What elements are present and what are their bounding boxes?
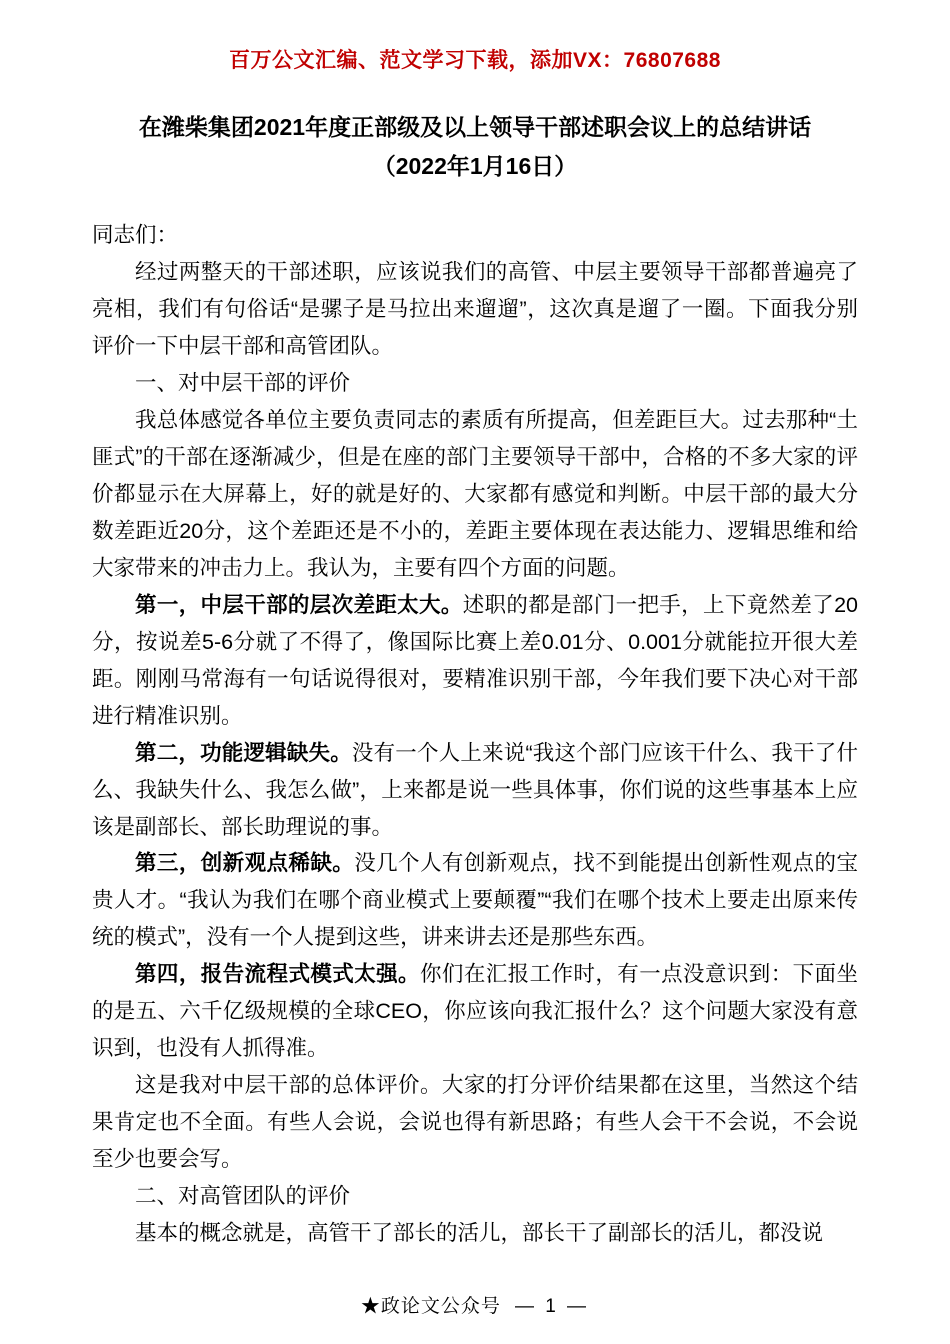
paragraph-lead: 第三，创新观点稀缺。 (135, 851, 355, 876)
paragraph-lead: 第二，功能逻辑缺失。 (135, 740, 352, 765)
paragraph-lead: 第四，报告流程式模式太强。 (135, 962, 420, 987)
document-title: 在潍柴集团2021年度正部级及以上领导干部述职会议上的总结讲话 (138, 114, 812, 140)
promo-banner: 百万公文汇编、范文学习下载，添加VX：76807688 (229, 49, 721, 72)
document-subtitle: （2022年1月16日） (372, 152, 578, 179)
page-number: — 1 — (514, 1296, 590, 1317)
paragraph-lead: 第一，中层干部的层次差距太大。 (135, 592, 463, 617)
paragraph: 第三，创新观点稀缺。没几个人有创新观点，找不到能提出创新性观点的宝贵人才。“我认为我们在哪个商业模式上要颠覆”“我们在哪个技术上要走出原来传统的模式”，没有一个人提到这些，讲来讲去还是那些东西。 (92, 851, 858, 950)
paragraph: 一、对中层干部的评价 (135, 370, 351, 395)
paragraph: 第一，中层干部的层次差距太大。述职的都是部门一把手，上下竟然差了20分，按说差5-6分就了不得了，像国际比赛上差0.01分、0.001分就能拉开很大差距。刚刚马常海有一句话说得很对，要精准识别干部，今年我们要下决心对干部进行精准识别。 (92, 592, 858, 728)
paragraph: 基本的概念就是，高管干了部长的活儿，部长干了副部长的活儿，都没说 (135, 1221, 824, 1246)
paragraph: 第二，功能逻辑缺失。没有一个人上来说“我这个部门应该干什么、我干了什么、我缺失什么、我怎么做”，上来都是说一些具体事，你们说的这些事基本上应该是副部长、部长助理说的事。 (92, 740, 858, 839)
paragraph: 经过两整天的干部述职，应该说我们的高管、中层主要领导干部都普遍亮了亮相，我们有句俗话“是骡子是马拉出来遛遛”，这次真是遛了一圈。下面我分别评价一下中层干部和高管团队。 (92, 259, 858, 358)
paragraph: 这是我对中层干部的总体评价。大家的打分评价结果都在这里，当然这个结果肯定也不全面。有些人会说，会说也得有新思路；有些人会干不会说，不会说至少也要会写。 (92, 1073, 858, 1172)
paragraph: 同志们： (92, 223, 179, 247)
document-body (92, 217, 858, 1252)
page-footer (0, 1291, 950, 1318)
paragraph: 二、对高管团队的评价 (135, 1184, 351, 1209)
paragraph: 我总体感觉各单位主要负责同志的素质有所提高，但差距巨大。过去那种“土匪式”的干部在逐渐减少，但是在座的部门主要领导干部中，合格的不多大家的评价都显示在大屏幕上，好的就是好的、大家都有感觉和判断。中层干部的最大分数差距近20分，这个差距还是不小的，差距主要体现在表达能力、逻辑思维和给大家带来的冲击力上。我认为，主要有四个方面的问题。 (92, 407, 858, 580)
footer-watermark: ★政论文公众号 (360, 1296, 501, 1317)
paragraph: 第四，报告流程式模式太强。你们在汇报工作时，有一点没意识到：下面坐的是五、六千亿级规模的全球CEO，你应该向我汇报什么？这个问题大家没有意识到，也没有人抓得准。 (92, 962, 858, 1061)
